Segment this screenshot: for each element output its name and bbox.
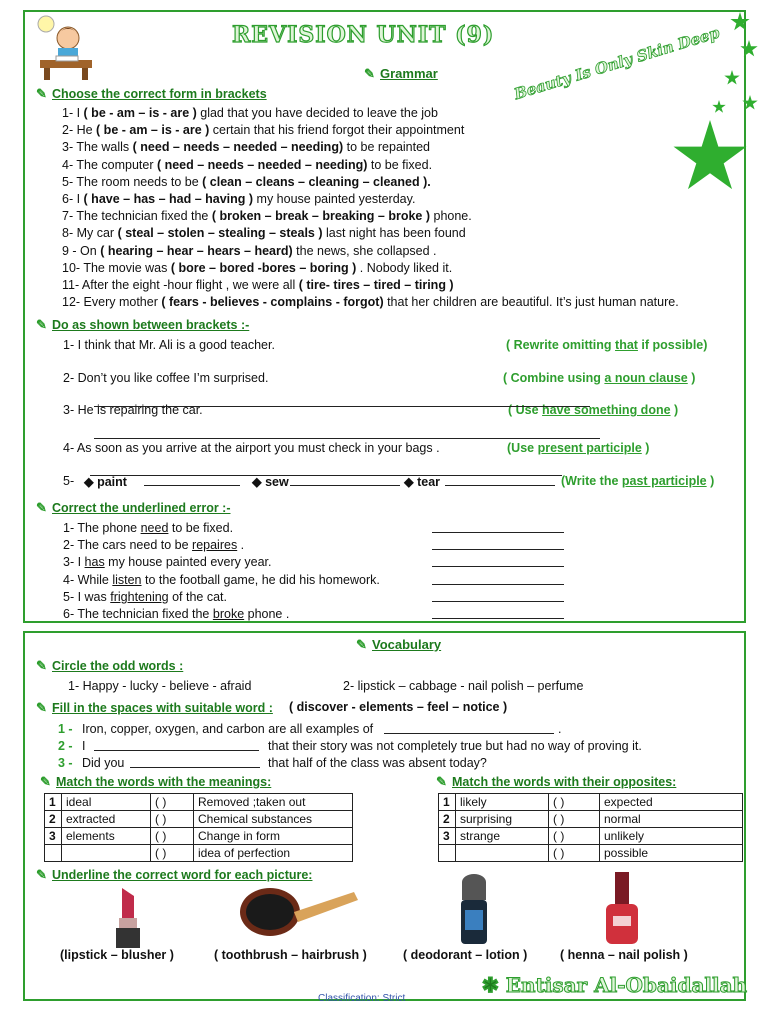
fill-text: Did you: [82, 756, 125, 770]
text-segment: 12- Every mother: [62, 295, 162, 310]
text-segment: phone .: [244, 607, 290, 621]
text-segment: 6- I: [62, 192, 84, 206]
answer-line[interactable]: [432, 590, 564, 602]
match-word: extracted: [62, 811, 151, 828]
fill-text: that half of the class was absent today?: [268, 756, 487, 770]
q3-item: [63, 607, 289, 621]
match-word: [62, 845, 151, 862]
fill-text: .: [558, 722, 562, 736]
q2-item: 1- I think that Mr. Ali is a good teacher.: [63, 338, 275, 352]
text-segment: ( fears - believes - complains - forgot): [161, 295, 384, 310]
text-segment: need: [140, 521, 169, 535]
pencil-icon: ✎: [36, 500, 47, 515]
text-segment: my house painted every year.: [104, 555, 272, 570]
text-segment: 4- The computer: [62, 157, 157, 172]
text-segment: if possible): [637, 338, 708, 352]
q2-heading: ✎ Do as shown between brackets :-: [36, 317, 250, 332]
text-segment: ( be - am – is - are ): [96, 123, 210, 138]
q3-item: [63, 521, 233, 535]
text-segment: 10- The movie was: [62, 260, 171, 275]
q1-item: [62, 278, 454, 292]
q1-item: [62, 261, 452, 275]
q1-item: [62, 244, 437, 258]
match-meaning: Chemical substances: [194, 811, 353, 828]
match-answer-cell[interactable]: ( ): [549, 794, 600, 811]
match-answer-cell[interactable]: ( ): [549, 845, 600, 862]
match-meanings-table: [44, 793, 353, 862]
text-segment: ( need – needs – needed – needing): [156, 157, 368, 172]
match-row: [45, 794, 353, 811]
q2-item: 5-: [63, 474, 75, 488]
picture-caption: ( deodorant – lotion ): [403, 948, 528, 962]
text-segment: 5- The room needs to be: [62, 174, 203, 189]
q1-item: [62, 295, 679, 309]
match-answer-cell[interactable]: ( ): [151, 794, 194, 811]
text-segment: ( hearing – hear – hears – heard): [100, 243, 293, 258]
match-meaning: normal: [600, 811, 743, 828]
match-number: 1: [45, 794, 62, 811]
star-icon: ✱: [482, 973, 499, 997]
text-segment: . Nobody liked it.: [356, 260, 453, 275]
match-word: [456, 845, 549, 862]
text-segment: ( Combine using: [503, 371, 605, 385]
match-row: [439, 811, 743, 828]
q1-item: [62, 192, 415, 206]
q2-item: 3- He is repairing the car.: [63, 403, 203, 417]
picture-caption: ( henna – nail polish ): [560, 948, 688, 962]
text-segment: ): [670, 403, 679, 417]
fill-text: I: [82, 739, 86, 753]
q3-item: [63, 590, 227, 604]
text-segment: (Use: [507, 441, 538, 455]
match-number: 1: [439, 794, 456, 811]
q1-heading: ✎ Choose the correct form in brackets: [36, 86, 267, 101]
fill-text: Iron, copper, oxygen, and carbon are all examples of: [82, 722, 374, 736]
pencil-icon: ✎: [36, 867, 47, 882]
author-signature: ✱ Entisar Al-Obaidallah: [482, 973, 748, 997]
q3-item: [63, 573, 380, 587]
q2-item: 4- As soon as you arrive at the airport you must check in your bags .: [63, 441, 440, 455]
text-segment: repaires: [192, 538, 238, 553]
match-word: strange: [456, 828, 549, 845]
q2-instruction: [506, 338, 707, 352]
answer-line[interactable]: [445, 474, 555, 486]
hairbrush-icon: [236, 882, 360, 944]
text-segment: past participle: [621, 474, 707, 488]
text-segment: 7- The technician fixed the: [62, 209, 212, 224]
match-number: [439, 845, 456, 862]
match-number: [45, 845, 62, 862]
q1-item: [62, 209, 472, 223]
text-segment: has: [84, 555, 105, 570]
text-segment: phone.: [430, 209, 472, 224]
fill-answer-line[interactable]: [130, 756, 260, 768]
text-segment: that: [615, 338, 638, 352]
text-segment: ( bore – bored -bores – boring ): [170, 260, 357, 275]
q3-item: [63, 555, 271, 569]
text-segment: (Write the: [561, 474, 622, 488]
deodorant-icon: [454, 872, 494, 948]
pencil-icon: ✎: [36, 658, 47, 673]
text-segment: 5- I was: [63, 589, 111, 604]
match-word: ideal: [62, 794, 151, 811]
text-segment: have something done: [542, 403, 671, 417]
q2-instruction: [507, 441, 649, 455]
match-number: 3: [45, 828, 62, 845]
grammar-section-title: ✎ Grammar: [364, 66, 438, 81]
match-number: 3: [439, 828, 456, 845]
answer-line[interactable]: [144, 474, 240, 486]
text-segment: ( be - am – is - are ): [83, 106, 197, 120]
nail-polish-icon: [600, 870, 644, 948]
text-segment: ( tire- tires – tired – tiring ): [298, 278, 454, 292]
text-segment: 3- The walls: [62, 140, 133, 155]
q1-item: [62, 123, 464, 137]
picture-caption: ( toothbrush – hairbrush ): [214, 948, 367, 962]
q1-item: [62, 158, 432, 172]
pencil-icon: ✎: [40, 774, 51, 789]
q1-item: [62, 140, 430, 154]
q2-item: 2- Don’t you like coffee I’m surprised.: [63, 371, 269, 385]
match-row: [45, 811, 353, 828]
match-answer-cell[interactable]: ( ): [151, 828, 194, 845]
text-segment: glad that you have decided to leave the job: [196, 106, 438, 120]
pencil-icon: ✎: [356, 637, 367, 652]
match-word: surprising: [456, 811, 549, 828]
match1-heading: ✎ Match the words with the meanings:: [40, 774, 272, 789]
text-segment: 9 - On: [62, 243, 101, 258]
odd-item: 1- Happy - lucky - believe - afraid: [68, 679, 252, 693]
match-opposites-table: [438, 793, 743, 862]
text-segment: certain that his friend forgot their appointment: [209, 123, 465, 138]
answer-line[interactable]: [432, 538, 564, 550]
pencil-icon: ✎: [36, 700, 47, 715]
pencil-icon: ✎: [36, 317, 47, 332]
picture-caption: (lipstick – blusher ): [60, 948, 174, 962]
text-segment: ): [641, 441, 650, 455]
match-word: elements: [62, 828, 151, 845]
text-segment: 8- My car: [62, 226, 118, 241]
pencil-icon: ✎: [364, 66, 375, 81]
match2-heading: ✎ Match the words with their opposites:: [436, 774, 677, 789]
text-segment: ): [687, 371, 696, 385]
q3-item: [63, 538, 244, 552]
lipstick-icon: [106, 884, 150, 950]
match-answer-cell[interactable]: ( ): [549, 828, 600, 845]
match-number: 2: [45, 811, 62, 828]
text-segment: ( Use: [508, 403, 543, 417]
fill-heading: ✎ Fill in the spaces with suitable word :: [36, 700, 273, 715]
text-segment: 3- I: [63, 555, 85, 570]
q1-item: [62, 175, 431, 189]
q1-item: [62, 106, 438, 120]
text-segment: 11- After the eight -hour flight , we were all: [62, 278, 299, 292]
answer-line[interactable]: [94, 427, 600, 439]
answer-line[interactable]: [94, 395, 590, 407]
fill-number: 1 -: [58, 722, 73, 736]
text-segment: ( clean – cleans – cleaning – cleaned ).: [202, 174, 431, 189]
text-segment: ( Rewrite omitting: [506, 338, 616, 352]
pencil-icon: ✎: [36, 86, 47, 101]
text-segment: present participle: [537, 441, 642, 455]
answer-line[interactable]: [432, 521, 564, 533]
q2-instruction: [561, 474, 714, 488]
page-title: REVISION UNIT (9): [232, 22, 495, 48]
past-participle-word: ◆ sew: [252, 475, 289, 489]
text-segment: listen: [112, 572, 142, 587]
fill-number: 2 -: [58, 739, 73, 753]
match-meaning: unlikely: [600, 828, 743, 845]
text-segment: a noun clause: [604, 371, 688, 385]
match-meaning: expected: [600, 794, 743, 811]
text-segment: ): [706, 474, 715, 488]
match-answer-cell[interactable]: ( ): [151, 845, 194, 862]
pencil-icon: ✎: [436, 774, 447, 789]
text-segment: .: [237, 538, 245, 553]
fill-number: 3 -: [58, 756, 73, 770]
match-meaning: possible: [600, 845, 743, 862]
text-segment: last night has been found: [322, 226, 466, 241]
odd-heading: ✎ Circle the odd words :: [36, 658, 184, 673]
match-meaning: Removed ;taken out: [194, 794, 353, 811]
text-segment: of the cat.: [168, 589, 227, 604]
past-participle-word: ◆ tear: [404, 475, 441, 489]
match-row: [439, 794, 743, 811]
text-segment: frightening: [110, 589, 169, 604]
text-segment: ( steal – stolen – stealing – steals ): [117, 226, 323, 241]
match-word: likely: [456, 794, 549, 811]
text-segment: to the football game, he did his homework.: [141, 572, 380, 587]
answer-line[interactable]: [290, 474, 400, 486]
text-segment: ( have – has – had – having ): [83, 192, 254, 206]
text-segment: 4- While: [63, 572, 113, 587]
match-row: [439, 828, 743, 845]
text-segment: 1- I: [62, 106, 84, 120]
match-row: [45, 828, 353, 845]
match-row: [439, 845, 743, 862]
q3-heading: ✎ Correct the underlined error :-: [36, 500, 231, 515]
motto: Beauty Is Only Skin Deep: [512, 23, 722, 104]
match-answer-cell[interactable]: ( ): [549, 811, 600, 828]
boy-at-desk-icon: [36, 14, 96, 84]
text-segment: my house painted yesterday.: [253, 192, 416, 206]
text-segment: to be fixed.: [367, 157, 433, 172]
text-segment: that her children are beautiful. It’s just human nature.: [383, 295, 679, 310]
q1-item: [62, 226, 466, 240]
text-segment: to be repainted: [343, 140, 430, 155]
fill-word-bank: ( discover - elements – feel – notice ): [289, 700, 508, 714]
odd-item: 2- lipstick – cabbage - nail polish – perfume: [343, 679, 584, 693]
match-meaning: Change in form: [194, 828, 353, 845]
match-meaning: idea of perfection: [194, 845, 353, 862]
classification-label: Classification: Strict: [318, 993, 406, 1004]
pictures-heading: ✎ Underline the correct word for each picture:: [36, 867, 313, 882]
text-segment: ( broken – break – breaking – broke ): [211, 209, 431, 224]
vocabulary-section-title: ✎ Vocabulary: [356, 637, 442, 652]
answer-line[interactable]: [432, 555, 564, 567]
text-segment: 1- The phone: [63, 521, 141, 535]
answer-line[interactable]: [432, 573, 564, 585]
text-segment: ( need – needs – needed – needing): [132, 140, 344, 155]
q2-instruction: [503, 371, 695, 385]
text-segment: 6- The technician fixed the: [63, 607, 213, 621]
answer-line[interactable]: [432, 607, 564, 619]
match-row: [45, 845, 353, 862]
match-number: 2: [439, 811, 456, 828]
text-segment: 2- The cars need to be: [63, 538, 193, 553]
past-participle-word: ◆ paint: [84, 475, 127, 489]
match-answer-cell[interactable]: ( ): [151, 811, 194, 828]
text-segment: the news, she collapsed .: [292, 243, 437, 258]
text-segment: broke: [212, 607, 245, 621]
fill-answer-line[interactable]: [384, 722, 554, 734]
fill-answer-line[interactable]: [94, 739, 259, 751]
fill-text: that their story was not completely true but had no way of proving it.: [268, 739, 642, 753]
text-segment: 2- He: [62, 123, 97, 138]
text-segment: to be fixed.: [168, 521, 234, 535]
